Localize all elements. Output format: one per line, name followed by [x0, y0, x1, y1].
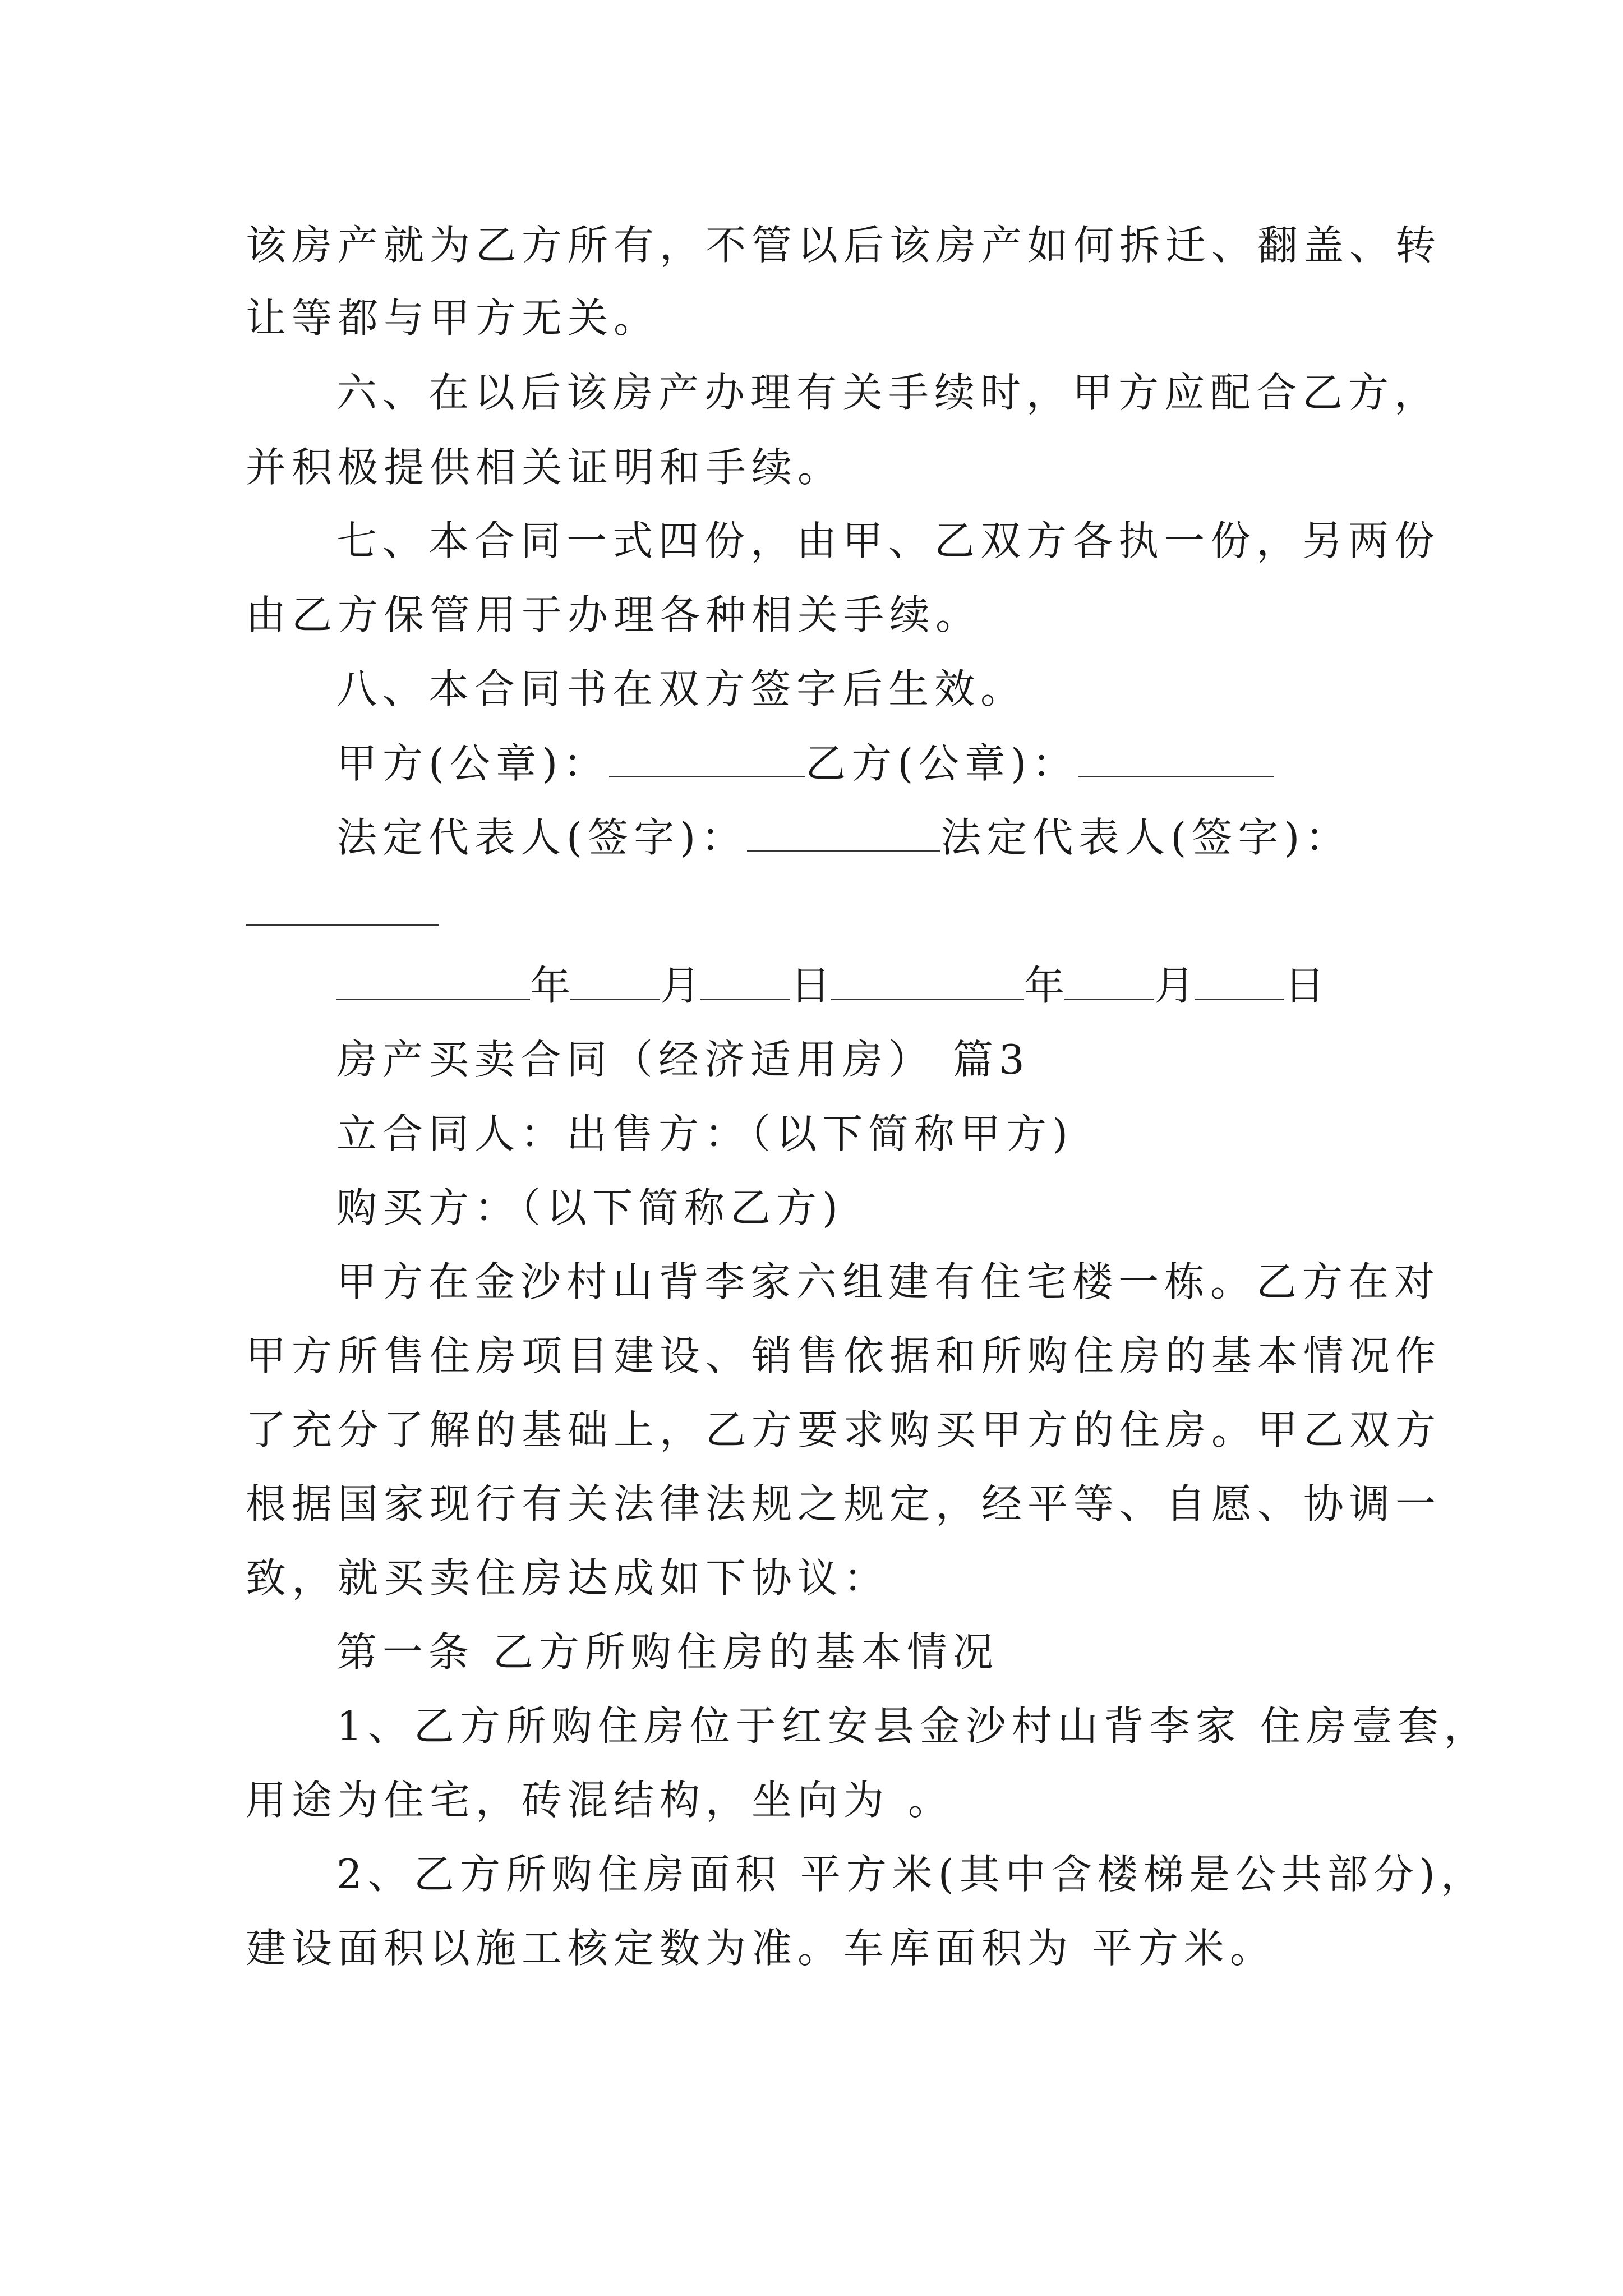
paragraph-line: 根据国家现行有关法律法规之规定，经平等、自愿、协调一: [246, 1480, 1442, 1527]
year-b-label: 年: [1024, 962, 1065, 1009]
paragraph-line: 购买方：（以下简称乙方): [336, 1184, 844, 1231]
paragraph-line: 2、乙方所购住房面积 平方米(其中含楼梯是公共部分)，: [336, 1851, 1487, 1898]
month-b-blank: [1064, 965, 1154, 1000]
paragraph-line: 甲方在金沙村山背李家六组建有住宅楼一栋。乙方在对: [336, 1258, 1441, 1305]
legal-rep-signature-line: [336, 809, 1351, 866]
paragraph-line: 并积极提供相关证明和手续。: [246, 444, 844, 491]
article-heading: 第一条 乙方所购住房的基本情况: [336, 1628, 999, 1676]
party-a-seal-label: 甲方(公章)：: [336, 740, 610, 787]
month-a-label: 月: [660, 962, 701, 1009]
section-heading: 房产买卖合同（经济适用房） 篇3: [336, 1036, 1030, 1083]
legal-rep-b-label: 法定代表人(签字)：: [940, 814, 1352, 861]
legal-rep-b-blank: [246, 891, 439, 926]
year-a-blank: [336, 965, 530, 1000]
year-a-label: 年: [530, 962, 571, 1009]
paragraph-line: 八、本合同书在双方签字后生效。: [336, 665, 1027, 712]
paragraph-line: 建设面积以施工核定数为准。车库面积为 平方米。: [246, 1925, 1276, 1972]
paragraph-line: 六、在以后该房产办理有关手续时，甲方应配合乙方，: [336, 369, 1441, 416]
party-b-seal-blank: [1078, 743, 1274, 777]
paragraph-line: 致，就买卖住房达成如下协议：: [246, 1554, 890, 1602]
date-line: [336, 958, 1325, 1014]
party-a-seal-blank: [609, 743, 805, 777]
paragraph-line: 七、本合同一式四份，由甲、乙双方各执一份，另两份: [336, 517, 1441, 564]
paragraph-line: 该房产就为乙方所有，不管以后该房产如何拆迁、翻盖、转: [246, 222, 1442, 269]
paragraph-line: 1、乙方所购住房位于红安县金沙村山背李家 住房壹套，: [336, 1703, 1490, 1750]
paragraph-line: 了充分了解的基础上，乙方要求购买甲方的住房。甲乙双方: [246, 1406, 1442, 1453]
day-b-label: 日: [1284, 962, 1325, 1009]
paragraph-line: 用途为住宅，砖混结构，坐向为 。: [246, 1777, 954, 1824]
day-a-blank: [700, 965, 790, 1000]
paragraph-line: 立合同人：出售方：（以下简称甲方): [336, 1110, 1074, 1157]
paragraph-line: 让等都与甲方无关。: [246, 295, 660, 342]
year-b-blank: [831, 965, 1024, 1000]
day-a-label: 日: [790, 962, 831, 1009]
month-b-label: 月: [1154, 962, 1195, 1009]
seal-signature-line: [336, 735, 1274, 792]
legal-rep-b-blank-line: [246, 884, 439, 940]
legal-rep-a-blank: [747, 817, 940, 852]
paragraph-line: 甲方所售住房项目建设、销售依据和所购住房的基本情况作: [246, 1332, 1442, 1379]
month-a-blank: [570, 965, 660, 1000]
paragraph-line: 由乙方保管用于办理各种相关手续。: [246, 591, 982, 638]
day-b-blank: [1195, 965, 1284, 1000]
legal-rep-a-label: 法定代表人(签字)：: [336, 814, 748, 861]
party-b-seal-label: 乙方(公章)：: [805, 740, 1078, 787]
